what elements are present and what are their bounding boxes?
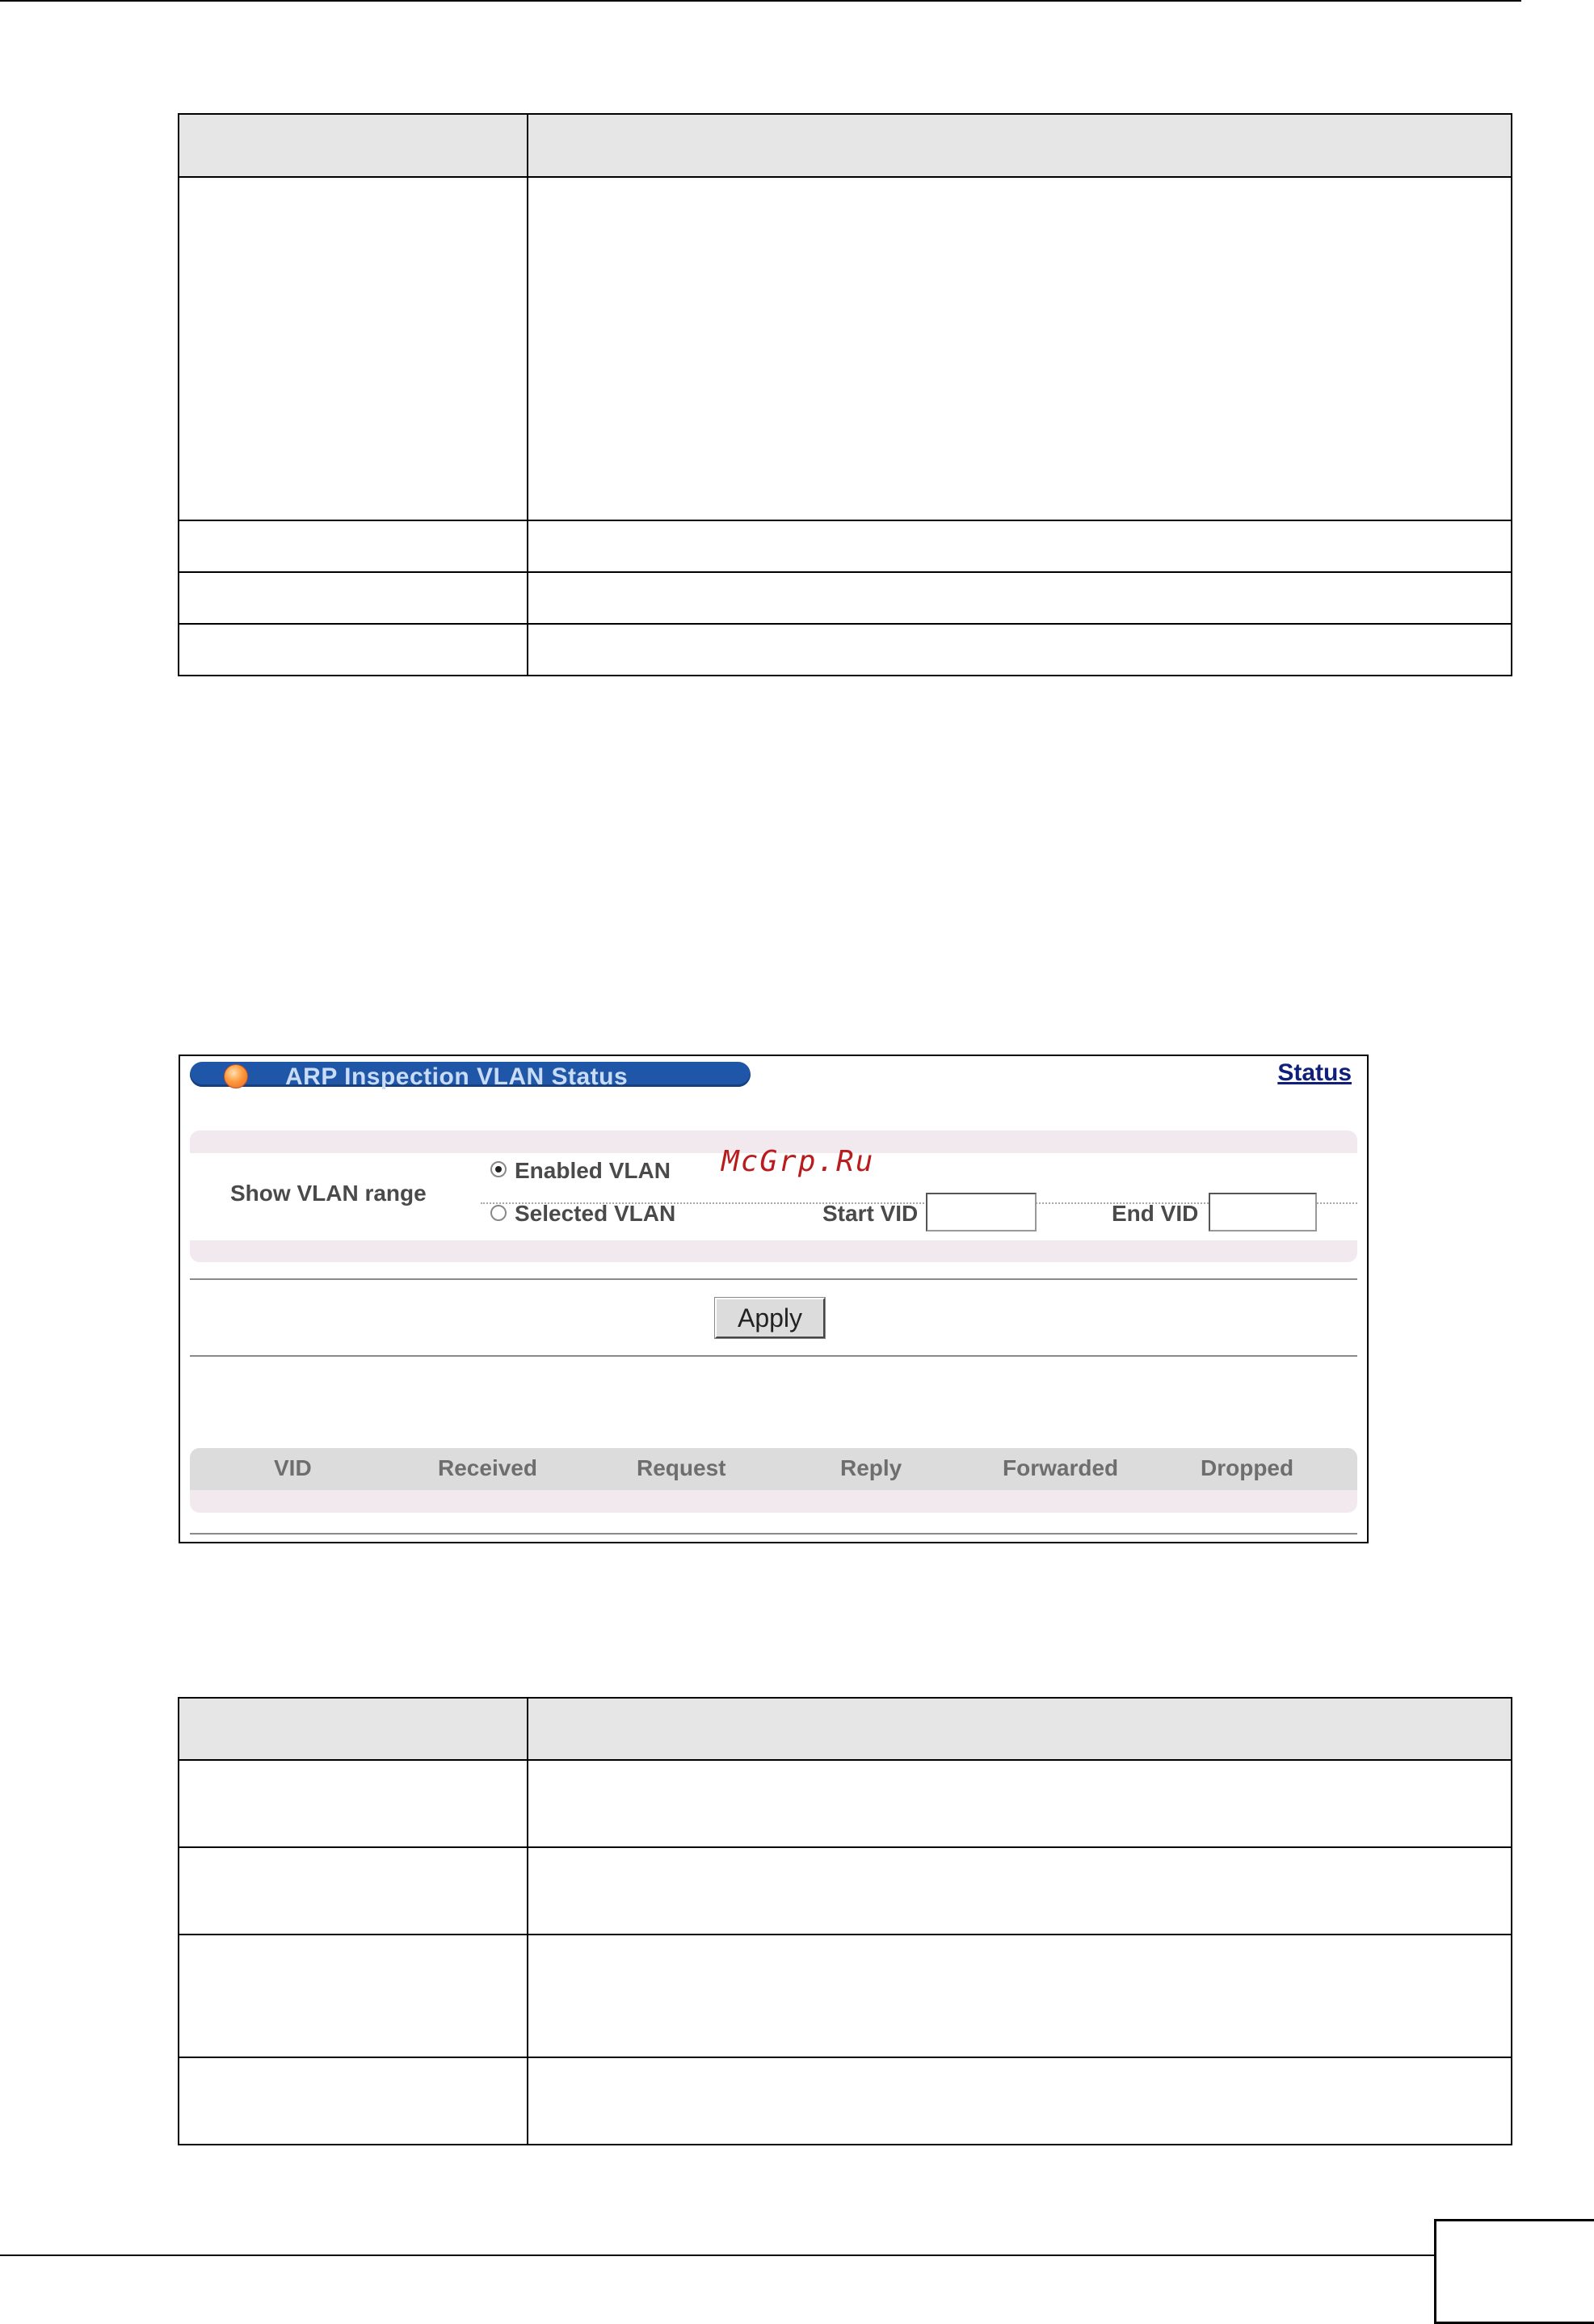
table-cell [179,1847,528,1935]
table-cell [528,1935,1512,2057]
table-cell [528,1847,1512,1935]
enabled-vlan-label: Enabled VLAN [515,1158,671,1183]
table-row [179,1847,1512,1935]
table-cell [528,572,1512,624]
table-cell [528,2057,1512,2145]
divider-line [190,1355,1357,1357]
orb-icon [224,1064,248,1088]
table-row [179,572,1512,624]
end-vid-label: End VID [1112,1201,1199,1226]
start-vid-label: Start VID [822,1201,919,1226]
column-header-received: Received [438,1455,537,1480]
table-cell [179,2057,528,2145]
selected-vlan-label: Selected VLAN [515,1201,676,1226]
show-vlan-range-label: Show VLAN range [230,1181,427,1206]
enabled-vlan-radio[interactable] [490,1161,507,1177]
table-cell [528,1760,1512,1847]
table-row [179,1760,1512,1847]
status-table-header-bg [190,1448,1357,1490]
table-row [179,2057,1512,2145]
start-vid-input[interactable] [926,1193,1037,1231]
header-rule [0,0,1521,2]
column-header-dropped: Dropped [1201,1455,1294,1480]
table-row [179,177,1512,520]
watermark: McGrp.Ru [721,1145,875,1178]
header-cell-description [528,114,1512,177]
end-vid-input[interactable] [1209,1193,1317,1231]
table-cell [179,572,528,624]
screen-title: ARP Inspection VLAN Status [285,1063,629,1090]
upper-table [178,113,1512,676]
table-row [179,624,1512,676]
table-cell [179,1935,528,2057]
title-bar [190,1062,751,1090]
table-cell [528,520,1512,572]
divider-line [190,1533,1357,1535]
selected-vlan-radio[interactable] [490,1205,507,1221]
header-cell-description [528,1698,1512,1760]
table-header-row [179,1698,1512,1760]
header-cell-label [179,1698,528,1760]
table-cell [528,624,1512,676]
column-header-forwarded: Forwarded [1003,1455,1119,1480]
header-cell-label [179,114,528,177]
status-link[interactable]: Status [1277,1059,1352,1086]
table-header-row [179,114,1512,177]
page-number-box [1434,2219,1594,2324]
table-row [179,1935,1512,2057]
table-cell [179,177,528,520]
divider-line [190,1278,1357,1280]
table-cell [528,177,1512,520]
arp-inspection-vlan-status-screenshot [179,1055,1369,1543]
apply-button[interactable]: Apply [715,1298,825,1338]
table-cell [179,1760,528,1847]
lower-table [178,1697,1512,2145]
table-cell [179,520,528,572]
column-header-request: Request [637,1455,726,1480]
table-cell [179,624,528,676]
column-header-vid: VID [274,1455,312,1480]
status-table-header [190,1448,1357,1513]
table-row [179,520,1512,572]
footer-rule [0,2255,1434,2256]
column-header-reply: Reply [840,1455,902,1480]
